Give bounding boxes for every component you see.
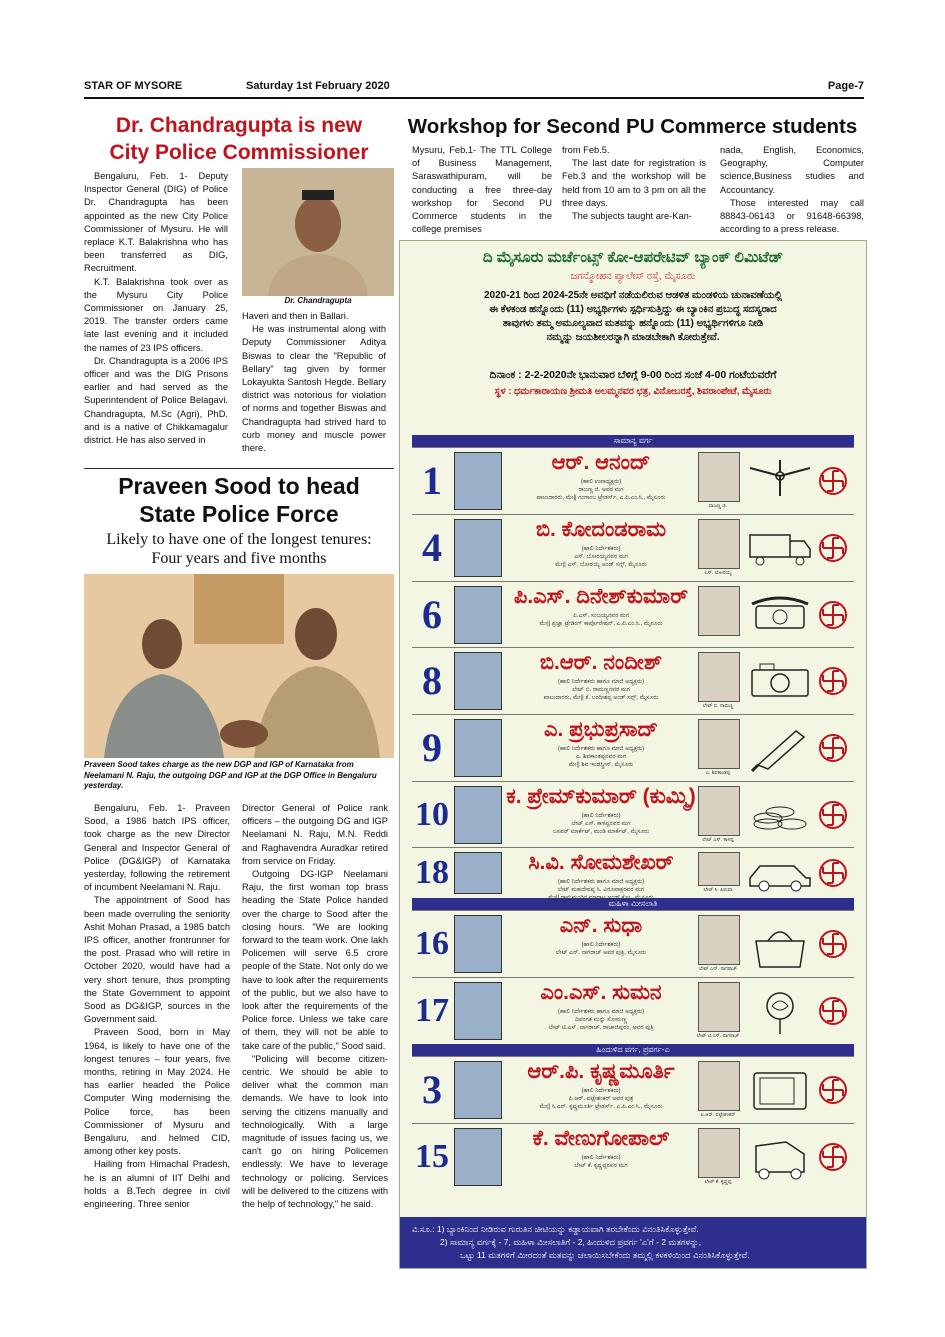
bag-icon <box>746 919 814 969</box>
swastika-mark-icon <box>818 666 848 696</box>
paragraph: The last date for registration is Feb.3 and the workshop will be held from 10 am to 3 pm on all the three days. <box>562 158 706 208</box>
election-advertisement <box>399 240 867 1269</box>
father-photo <box>698 586 740 636</box>
candidate-info: (ಹಾಲಿ ನಿರ್ದೇಶಕರು) ಪಿ.ಆರ್. ಪಟ್ಟೇಶಂಕರ್ ಅವರ ಪುತ್ರ ಮೇ|| ಸಿ.ಎನ್. ಕೃಷ್ಣಮೂರ್ತಿ ಟ್ರೇಡರ್ಸ್, ಎ.ಪಿ.ಎಂ.ಸಿ., ಮೈಸೂರು <box>539 1088 663 1110</box>
bat-icon <box>746 723 814 773</box>
father-name: ಲೇಟ್ ಕೆ. ಕೃಷ್ಣಪ್ಪ <box>704 1179 732 1185</box>
article2-subhead <box>84 530 394 568</box>
candidate-info: (ಹಾಲಿ ನಿರ್ದೇಶಕರು) ಎಸ್. ಬೋರಯ್ಯನವರ ಮಗ ಮೇ|| ಎಸ್. ಬೋರಯ್ಯ ಅಂಡ್ ಸನ್ಸ್, ಮೈಸೂರು <box>555 546 647 568</box>
candidate-row <box>412 447 854 514</box>
paragraph: Bengaluru, Feb. 1- Deputy Inspector General (DIG) of Police Dr. Chandragupta has been appointed as the new City Police Commissioner of Mysuru. He will replace K.T. Balakrishna who has been transferred as DIG, Recruitment. <box>84 171 228 274</box>
father-name: ಲೇಟ್ ಟಿ.ಎಸ್. ನಾಗರಾಜ್ <box>696 1033 740 1039</box>
appeal-line: ನಮ್ಮನ್ನು ಜಯಶೀಲರನ್ನಾಗಿ ಮಾಡಬೇಕಾಗಿ ಕೋರುತ್ತೇವೆ. <box>546 332 720 343</box>
coins-icon <box>746 790 814 840</box>
father-photo <box>698 915 740 965</box>
father-photo <box>698 652 740 702</box>
candidate-name: ಎ. ಪ್ರಭುಪ್ರಸಾದ್ <box>544 718 658 741</box>
candidate-row <box>412 514 854 581</box>
election-date: ದಿನಾಂಕ : 2-2-2020ನೇ ಭಾನುವಾರ ಬೆಳಿಗ್ಗೆ 9-00 ರಿಂದ ಸಂಜೆ 4-00 ಗಂಟೆಯವರೆಗೆ <box>489 369 777 381</box>
chandragupta-photo <box>242 168 394 296</box>
appeal-text <box>400 289 866 345</box>
father-photo <box>698 519 740 569</box>
paragraph: nada, English, Economics, Geography, Computer science,Business studies and Accountancy. <box>720 145 864 195</box>
candidate-row <box>412 1123 854 1190</box>
father-photo <box>698 852 740 886</box>
candidate-photo <box>454 982 502 1040</box>
candidate-row <box>412 647 854 714</box>
truck-icon <box>746 523 814 573</box>
candidate-info: (ಹಾಲಿ ನಿರ್ದೇಶಕರು ಹಾಗೂ ಮಾಜಿ ಅಧ್ಯಕ್ಷರು) ಲೇಟ್ ಮಹದೇವಪ್ಪ ಸಿ. ವಿರೂಪಾಕ್ಷರವರ ಮಗ ಮೇ|| ರಾಮಮಂದಿರ ಮಾರಾಟ ಅಂಡ್ ಕೋ., ಮೈಸೂರು <box>548 879 654 901</box>
swastika-mark-icon <box>818 533 848 563</box>
headline-line: Praveen Sood to head <box>118 473 360 499</box>
candidate-row <box>412 714 854 781</box>
father-photo <box>698 1061 740 1111</box>
candidate-info: (ಹಾಲಿ ನಿರ್ದೇಶಕರು) ಲೇಟ್ ಕೆ. ಕೃಷ್ಣಪ್ಪನವರ ಮಗ <box>574 1155 628 1169</box>
father-name: ಪಿ.ಆರ್. ಪಟ್ಟೇಶಂಕರ್ <box>700 1112 736 1118</box>
ballot-number: 10 <box>415 796 449 833</box>
father-photo <box>698 982 740 1032</box>
swastika-mark-icon <box>818 466 848 496</box>
ballot-number: 1 <box>422 458 442 503</box>
father-photo <box>698 452 740 502</box>
paragraph: Haveri and then in Ballari. <box>242 311 349 321</box>
candidate-info: (ಹಾಲಿ ನಿರ್ದೇಶಕರು) ಲೇಟ್ ಎಸ್. ಕಾಳಪ್ಪನವರ ಮಗ ಬಸವರ್ ಮಾರ್ಕೆಟ್, ಮಂಡಿ ಮಾರ್ಕೆಟ್, ಮೈಸೂರು <box>552 813 650 835</box>
candidate-row <box>412 581 854 648</box>
candidate-photo <box>454 519 502 577</box>
paragraph: Director General of Police rank officers – the outgoing DG and IGP Neelamani N. Raju, M.N. Reddi and Raghavendra Auradkar retired from service on Friday. <box>242 803 388 866</box>
ballot-number: 9 <box>422 725 442 770</box>
paragraph: Mysuru, Feb.1- The TTL College of Business Management, Saraswathipuram, will be conducting a free three-day workshop for Second PU Commerce students in the college premises <box>412 145 552 235</box>
fan-icon <box>746 456 814 506</box>
father-name: ಲೇಟ್ ಬಿ. ರಾಮಣ್ಣ <box>702 703 734 709</box>
candidate-name: ಎಂ.ಎಸ್. ಸುಮನ <box>540 981 662 1004</box>
article3-col2 <box>562 144 706 223</box>
article3-col1 <box>412 144 552 236</box>
candidate-info: (ಹಾಲಿ ನಿರ್ದೇಶಕರು ಹಾಗೂ ಮಾಜಿ ಅಧ್ಯಕ್ಷರು) ದಿವಂಗತ ಮನ್ನು ಸೋಮಣ್ಣ ಲೇಟ್ ಟಿ.ಎಸ್. ನಾಗರಾಜ್, ರಾಜಾಜಿಪುರಂ, ಅವರ ಪುತ್ರಿ <box>548 1009 654 1031</box>
paragraph: K.T. Balakrishna took over as the Mysuru City Police Commissioner on January 25, 2019. The transfer orders came late last evening and it included the names of 23 IPS officers. <box>84 276 228 353</box>
candidate-photo <box>454 915 502 973</box>
swastika-mark-icon <box>818 858 848 888</box>
paragraph: "Policing will become citizen-centric. We should be able to deliver what the common man demands. We have to look into serving the citizens manually and technologically. With a large magnitude of issues facing us, we can't go on hiring Policemen endlessly. We have to leverage technology or policing. Services will be delivered to the citizens with the help of technology," he said. <box>242 1053 388 1210</box>
candidate-row <box>412 977 854 1044</box>
candidate-row <box>412 1056 854 1123</box>
article1-headline <box>84 112 394 166</box>
father-photo <box>698 719 740 769</box>
paragraph: Bengaluru, Feb. 1- Praveen Sood, a 1986 batch IPS officer, took charge as the new Director General and Inspector General of Police (DG&IGP) of Karnataka yesterday, following the retirement of incumbent Neelamani N. Raju. <box>84 803 230 893</box>
father-name: ಎ. ಶಿವಕಾಂತಪ್ಪ <box>705 770 731 776</box>
candidate-row <box>412 847 854 901</box>
headline-line: Dr. Chandragupta is new <box>115 114 363 137</box>
candidate-photo <box>454 452 502 510</box>
swastika-mark-icon <box>818 996 848 1026</box>
candidate-name: ಕೆ. ವೇಣುಗೋಪಾಲ್ <box>532 1127 670 1150</box>
paragraph: Outgoing DG-IGP Neelamani Raju, the first woman top brass heading the State Police handed over the charge to Sood after the closing hours. "We are looking forward to the team work. One lakh Policemen will serve 6.5 crore people of the State. Not only do we have to look after the requirements of the public, but we also have to look after the requirements of the Police force. Unless we take care of them, they will not be able to take care of the public," Sood said. <box>242 869 388 1051</box>
paragraph: He was instrumental along with Deputy Commissioner Aditya Biswas to clear the "Republic of Bellary" tag given by former Lokayukta Santosh Hegde. Bellary district was notorious for violation of norms and together Biswas and Chandragupta had strived hard to curb money and muscle power there. <box>242 324 386 454</box>
father-name: ರಾಜಣ್ಣ ಜಿ. <box>708 503 728 509</box>
page-number: Page-7 <box>827 80 864 92</box>
note-line: ವಿ.ಸೂ.: 1) ಬ್ಯಾಂಕಿನಿಂದ ನೀಡಿರುವ ಗುರುತಿನ ಚೀಟಿಯನ್ನು ಕಡ್ಡಾಯವಾಗಿ ತರಬೇಕೆಂದು ವಿನಂತಿಸಿಕೊಳ್ಳುತ್ತೇವೆ. <box>412 1224 699 1234</box>
election-venue: ಸ್ಥಳ : ಧರ್ಮಕಾರಾಯಣ ಶ್ರೀಮತಿ ಅಲಮ್ಮನವರ ಛತ್ರ, ವಿನೋಬರಸ್ತೆ, ಶಿವರಾಂಪೇಟೆ, ಮೈಸೂರು <box>494 386 772 397</box>
swastika-mark-icon <box>818 800 848 830</box>
ballot-number: 6 <box>422 592 442 637</box>
note-line: ಒಟ್ಟು 11 ಮತಗಳಿಗೆ ಮೀರದಂತೆ ಮತವನ್ನು ಚಲಾಯಿಸಬೇಕೆಂದು ತಮ್ಮಲ್ಲಿ ಕಳಕಳಿಯಿಂದ ವಿನಂತಿಸಿಕೊಳ್ಳುತ್ತೇವೆ. <box>460 1250 750 1260</box>
appeal-line: ತಾವುಗಳು ತಮ್ಮ ಅಮೂಲ್ಯವಾದ ಮತವನ್ನು ಹನ್ನೊಂದು (11) ಅಭ್ಯರ್ಥಿಗಳಿಗೂ ನೀಡಿ <box>502 318 764 329</box>
candidate-name: ಎನ್. ಸುಧಾ <box>559 914 643 937</box>
ballot-number: 8 <box>422 658 442 703</box>
candidate-info: (ಹಾಲಿ ನಿರ್ದೇಶಕರು) ಲೇಟ್ ಎನ್. ನಾಗರಾಜ್ ಅವರ ಪುತ್ರಿ, ಮೈಸೂರು <box>555 942 647 956</box>
candidate-photo <box>454 586 502 644</box>
paragraph: The appointment of Sood has been made overruling the seniority Ashit Mohan Prasad, a 1985 batch IPS officer, another frontrunner for the post. Prasad who will retire in October 2020, would have had a very short tenure, thus prompting the State Government to appoint Sood as DG&IGP, sources in the Government said. <box>84 895 230 1025</box>
candidate-photo <box>454 1128 502 1186</box>
ballot-number: 18 <box>415 854 449 891</box>
candidate-info: (ಹಾಲಿ ನಿರ್ದೇಶಕರು ಹಾಗೂ ಮಾಜಿ ಅಧ್ಯಕ್ಷರು) ಎ. ಶಿವಕಾಂತಪ್ಪನವರ ಮಗ ಮೇ|| ಶಿವ ಇಂಡಸ್ಟ್ರೀಸ್, ಮೈಸೂರು <box>557 746 645 768</box>
camera-icon <box>746 656 814 706</box>
father-photo <box>698 1128 740 1178</box>
article1-col2 <box>242 310 386 455</box>
father-name: ಎಸ್. ಬೋರಯ್ಯ <box>704 570 732 576</box>
article2-headline <box>84 472 394 528</box>
headline-line: State Police Force <box>139 501 339 527</box>
photo-caption: Praveen Sood takes charge as the new DGP and IGP of Karnataka from Neelamani N. Raju, the outgoing DGP and IGP at the DGP Office in Bengaluru yesterday. <box>84 760 377 790</box>
candidate-name: ಸಿ.ವಿ. ಸೋಮಶೇಖರ್ <box>528 851 674 874</box>
issue-date: Saturday 1st February 2020 <box>246 80 390 92</box>
candidate-name: ಆರ್.ಪಿ. ಕೃಷ್ಣಮೂರ್ತಿ <box>527 1060 675 1083</box>
car-icon <box>746 848 814 898</box>
appeal-line: 2020-21 ರಿಂದ 2024-25ನೇ ಅವಧಿಗೆ ನಡೆಯಲಿರುವ ಆಡಳಿತ ಮಂಡಳಿಯ ಚುನಾವಣೆಯಲ್ಲಿ <box>483 290 783 301</box>
paragraph: from Feb.5. <box>562 145 610 155</box>
candidate-photo <box>454 786 502 844</box>
candidate-photo <box>454 852 502 894</box>
candidate-info: ಪಿ.ಎಸ್. ಸಂಜಯ್ಯನವರ ಮಗ ಮೇ|| ಪ್ರಜ್ಞಾ ಟ್ರೇಡಿಂಗ್ ಕಾರ್ಪೊರೇಷನ್, ಎ.ಪಿ.ಎಂ.ಸಿ., ಮೈಸೂರು <box>539 613 663 627</box>
headline-line: City Police Commissioner <box>109 141 369 164</box>
candidate-info: (ಹಾಲಿ ನಿರ್ದೇಶಕರು ಹಾಗೂ ಮಾಜಿ ಅಧ್ಯಕ್ಷರು) ಲೇಟ್ ಬಿ. ರಾಮಣ್ಣನವರ ಮಗ ಪಾಲುದಾರರು, ಮೇ|| ಕೆ. ಬಂದೀಶಪ್ಪ ಅಂಡ್ ಸನ್ಸ್, ಮೈಸೂರು <box>543 679 659 701</box>
bank-address: ಜಗನ್ಮೋಹನ ಪ್ಯಾಲೇಸ್ ರಸ್ತೆ, ಮೈಸೂರು <box>570 271 696 282</box>
subhead-line: Likely to have one of the longest tenures: <box>106 531 372 548</box>
masthead <box>84 80 864 96</box>
section-women: ಮಹಿಳಾ ಮೀಸಲಾತಿ <box>412 898 854 910</box>
rose-icon <box>746 986 814 1036</box>
father-photo <box>698 786 740 836</box>
phone-icon <box>746 590 814 640</box>
swastika-mark-icon <box>818 600 848 630</box>
photo-caption: Dr. Chandragupta <box>284 296 352 305</box>
candidate-row <box>412 910 854 977</box>
candidate-photo <box>454 719 502 777</box>
divider <box>84 468 394 469</box>
section-general: ಸಾಮಾನ್ಯ ವರ್ಗ <box>412 435 854 447</box>
ballot-number: 16 <box>415 925 449 962</box>
swastika-mark-icon <box>818 1075 848 1105</box>
ballot-number: 3 <box>422 1067 442 1112</box>
candidate-name: ಆರ್. ಆನಂದ್ <box>551 451 651 474</box>
article2-col2 <box>242 802 388 1211</box>
paragraph: Praveen Sood, born in May 1964, is likely to have one of the longest tenures – four years, five months, retiring in May 2024. He has earlier headed the Police Computer Wing modernising the Police force, has been Commissioner of Mysuru and Bengaluru, and helmed CID, among other key posts. <box>84 1027 230 1157</box>
subhead-line: Four years and five months <box>151 550 327 567</box>
candidate-name: ಪಿ.ಎಸ್. ದಿನೇಶ್‌ಕುಮಾರ್ <box>513 585 689 608</box>
ad-notes <box>400 1217 866 1268</box>
swastika-mark-icon <box>818 929 848 959</box>
paragraph: Those interested may call 88843-06143 or 91648-66398, according to a press release. <box>720 197 864 235</box>
candidate-name: ಬಿ.ಆರ್. ನಂದೀಶ್ <box>539 651 663 674</box>
article1-col1 <box>84 170 228 470</box>
candidate-info: (ಹಾಲಿ ಉಪಾಧ್ಯಕ್ಷರು) ರಾಜಣ್ಣ ಜಿ. ಅವರ ಮಗ ಪಾಲುದಾರರು, ಮೇ|| ಗಂಗಾಂಬ ಟ್ರೇಡರ್ಸ್, ಎ.ಪಿ.ಎಂ.ಸಿ., ಮೈಸೂರು <box>536 479 666 501</box>
father-name: ಲೇಟ್ ಎಸ್. ಕಾಳಪ್ಪ <box>702 837 734 843</box>
article2-col1 <box>84 802 230 1211</box>
ballot-number: 15 <box>415 1138 449 1175</box>
appeal-line: ಈ ಕೆಳಕಂಡ ಹನ್ನೊಂದು (11) ಅಭ್ಯರ್ಥಿಗಳು ಸ್ಪರ್ಧಿಸುತ್ತಿದ್ದು ಈ ಬ್ಯಾಂಕಿನ ಪ್ರಬುದ್ಧ ಸದಸ್ಯರಾದ <box>489 304 777 315</box>
ballot-number: 4 <box>422 525 442 570</box>
auto-icon <box>746 1132 814 1182</box>
father-name: ಲೇಟ್ ಎನ್. ನಾಗರಾಜ್ <box>698 966 738 972</box>
paragraph: Hailing from Himachal Pradesh, he is an alumni of IIT Delhi and holds a B.Tech degree in civil engineering. Three senior <box>84 1159 230 1210</box>
candidate-row <box>412 781 854 848</box>
article3-headline: Workshop for Second PU Commerce students <box>407 115 858 138</box>
masthead-rule <box>84 97 864 99</box>
swastika-mark-icon <box>818 1142 848 1172</box>
note-line: 2) ಸಾಮಾನ್ಯ ವರ್ಗಕ್ಕೆ - 7, ಮಹಿಳಾ ಮೀಸಲಾತಿಗೆ - 2, ಹಿಂದುಳಿದ ಪ್ರವರ್ಗ 'ಎ'ಗೆ - 2 ಮತಗಳನ್ನು, <box>440 1237 702 1247</box>
candidate-photo <box>454 652 502 710</box>
candidate-name: ಕ. ಪ್ರೇಮ್‌ಕುಮಾರ್ (ಕುಮ್ಮಿ) <box>506 785 696 808</box>
candidate-name: ಬಿ. ಕೋದಂಡರಾಮ <box>535 518 667 541</box>
sood-photo <box>84 574 394 758</box>
tv-icon <box>746 1065 814 1115</box>
ballot-number: 17 <box>415 992 449 1029</box>
article3-col3 <box>720 144 864 236</box>
paragraph: Dr. Chandragupta is a 2006 IPS officer and was the DIG Prisons earlier and had served as the Superintendent of Police Belagavi. Chandragupta, M.Sc (Agri), PhD. and is a native of Chikkamagalur district. He has also served in <box>84 355 228 446</box>
father-name: ಲೇಟ್ ಸಿ. ಪಿರುಪಾ <box>703 887 733 893</box>
swastika-mark-icon <box>818 733 848 763</box>
section-backward: ಹಿಂದುಳಿದ ವರ್ಗ, ಪ್ರವರ್ಗ-ಎ <box>412 1044 854 1056</box>
candidate-photo <box>454 1061 502 1119</box>
bank-name: ದಿ ಮೈಸೂರು ಮರ್ಚೆಂಟ್ಸ್ ಕೋ-ಆಪರೇಟಿವ್ ಬ್ಯಾಂಕ್ ಲಿಮಿಟೆಡ್ <box>482 249 784 266</box>
paper-name: STAR OF MYSORE <box>84 80 183 92</box>
paragraph: The subjects taught are-Kan- <box>572 211 692 222</box>
